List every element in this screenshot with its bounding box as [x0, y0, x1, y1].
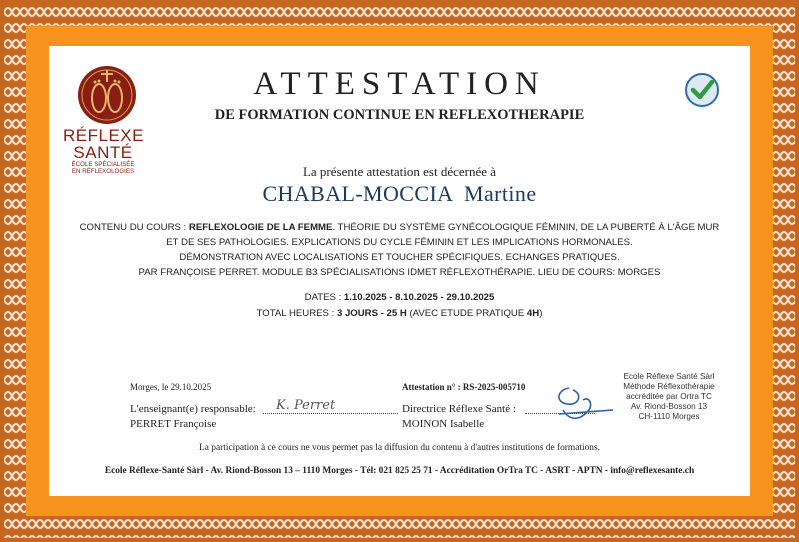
certificate-title: ATTESTATION [253, 66, 546, 102]
hours-practical: 4H [526, 308, 540, 319]
awarded-text: La présente attestation est décernée à [302, 164, 497, 179]
place-date: Morges, le 29.10.2025 [130, 382, 212, 392]
course-title: REFLEXOLOGIE DE LA FEMME [188, 222, 333, 233]
logo-tagline-2: EN RÉFLEXOLOGIES [71, 168, 135, 175]
dates-value: 1.10.2025 - 8.10.2025 - 29.10.2025 [343, 292, 495, 303]
certificate-paper [49, 46, 750, 496]
stamp-line-3: accréditée par Ortra TC [626, 392, 712, 401]
school-stamp [609, 372, 729, 422]
stamp-line-4: Av. Riond-Bosson 13 [630, 402, 708, 411]
attestation-number [402, 382, 525, 392]
course-line-2: ET DE SES PATHOLOGIES. EXPLICATIONS DU CYCLE FÉMININ ET LES IMPLICATIONS HORMONALES. [166, 237, 633, 248]
teacher-label: L'enseignant(e) responsable: [130, 403, 256, 415]
course-dates [49, 292, 750, 303]
hours-end: ) [539, 308, 543, 319]
total-hours [49, 308, 750, 319]
certificate-subtitle: DE FORMATION CONTINUE EN REFLEXOTHERAPIE [214, 107, 585, 123]
stamp-line-5: CH-1110 Morges [638, 412, 700, 421]
course-content [63, 220, 736, 280]
course-line-3: DÉMONSTRATION AVEC LOCALISATIONS ET TOUCHER SPÉCIFIQUES. ECHANGES PRATIQUES. [179, 252, 620, 263]
stamp-line-2: Méthode Réflexothérapie [623, 382, 715, 391]
hours-mid: (AVEC ETUDE PRATIQUE [406, 308, 527, 319]
disclaimer: La participation à ce cours ne vous permet pas la diffusion du contenu à d'autres institutions de formations. [199, 443, 600, 453]
course-line-4: PAR FRANÇOISE PERRET. MODULE B3 SPÉCIALISATIONS IDMET RÉFLEXOTHÉRAPIE. LIEU DE COURS: MORGES [138, 267, 661, 278]
teacher-signature-text: K. Perret [276, 398, 336, 413]
stamp-line-1: Ecole Réflexe Santé Sàrl [623, 372, 715, 381]
teacher-name: PERRET Françoise [130, 418, 217, 430]
hours-value: 3 JOURS - 25 H [336, 308, 407, 319]
director-label: Directrice Réflexe Santé : [402, 403, 516, 415]
attestation-value: RS-2025-005710 [462, 382, 526, 392]
course-label: CONTENU DU COURS : [79, 222, 189, 233]
logo-word-sante: SANTÉ [73, 143, 133, 162]
recipient-name: CHABAL-MOCCIA Martine [262, 181, 537, 206]
hours-label: TOTAL HEURES : [256, 308, 337, 319]
director-name: MOINON Isabelle [402, 418, 485, 430]
course-line-1-rest: . THÉORIE DU SYSTÈME GYNÉCOLOGIQUE FÉMININ, DE LA PUBERTÉ À L'ÂGE MUR [332, 222, 720, 233]
footer-contact: Ecole Réflexe-Santé Sàrl - Av. Riond-Bosson 13 – 1110 Morges - Tél: 021 825 25 71 - Accréditation OrTra TC - ASRT - APTN - info@reflexesante.ch [104, 466, 695, 476]
attestation-label: Attestation n° : [402, 382, 463, 392]
logo-word-reflexe: RÉFLEXE [63, 126, 144, 145]
dates-label: DATES : [304, 292, 344, 303]
course-line-1 [63, 220, 736, 235]
teacher-signature [274, 394, 374, 414]
logo-tagline-1: ÉCOLE SPÉCIALISÉE [71, 161, 135, 168]
